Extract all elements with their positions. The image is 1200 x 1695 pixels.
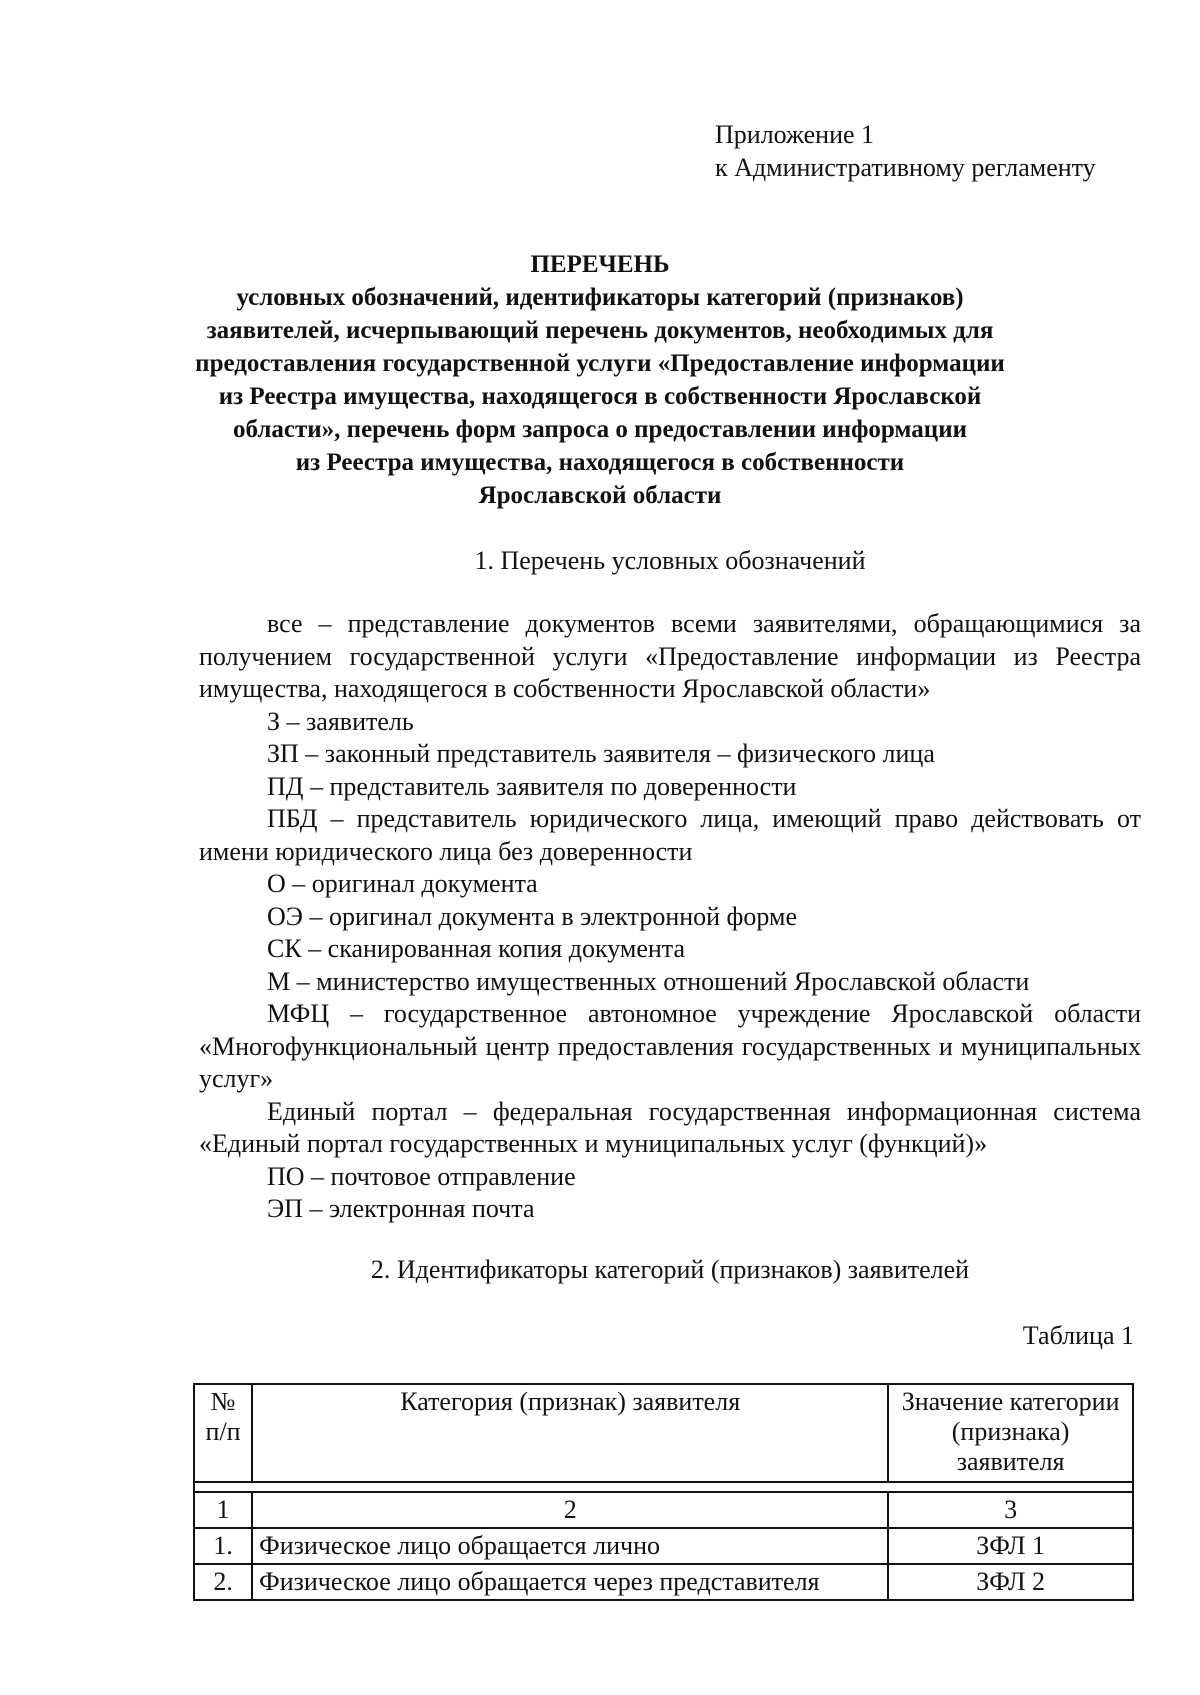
heading-line: заявителей, исчерпывающий перечень документов, необходимых для xyxy=(206,317,994,344)
row-num: 2. xyxy=(194,1564,252,1600)
definition-item: ПО – почтовое отправление xyxy=(267,1161,576,1191)
appendix-note xyxy=(715,118,1096,184)
definition-item: ПД – представитель заявителя по доверенности xyxy=(267,771,797,801)
row-value: ЗФЛ 1 xyxy=(888,1528,1133,1564)
row-category: Физическое лицо обращается через представителя xyxy=(252,1564,888,1600)
section-2-title: 2. Идентификаторы категорий (признаков) заявителей xyxy=(370,1255,970,1284)
table-row xyxy=(194,1564,1133,1600)
index-cell: 2 xyxy=(252,1492,888,1528)
appendix-line-2: к Административному регламенту xyxy=(715,153,1096,182)
definitions-list xyxy=(199,608,1141,1226)
row-num: 1. xyxy=(194,1528,252,1564)
header-num: № п/п xyxy=(194,1384,252,1482)
definition-item: ЗП – законный представитель заявителя – физического лица xyxy=(267,739,935,768)
definition-item: МФЦ – государственное автономное учреждение Ярославской области «Многофункциональный центр предоставления государственных и муниципальных услуг» xyxy=(199,999,1141,1093)
document-heading xyxy=(150,248,1050,512)
heading-line: предоставления государственной услуги «Предоставление информации xyxy=(195,350,1005,377)
row-value: ЗФЛ 2 xyxy=(888,1564,1133,1600)
section-1-title: 1. Перечень условных обозначений xyxy=(474,546,866,575)
applicant-categories-table xyxy=(193,1383,1134,1601)
header-value: Значение категории (признака) заявителя xyxy=(888,1384,1133,1482)
header-category: Категория (признак) заявителя xyxy=(252,1384,888,1482)
table-header-row xyxy=(194,1384,1133,1482)
index-cell: 1 xyxy=(194,1492,252,1528)
heading-line: условных обозначений, идентификаторы категорий (признаков) xyxy=(236,284,964,311)
row-category: Физическое лицо обращается лично xyxy=(252,1528,888,1564)
definition-item: О – оригинал документа xyxy=(267,869,538,898)
definition-item: ЭП – электронная почта xyxy=(267,1194,535,1223)
heading-title: ПЕРЕЧЕНЬ xyxy=(530,251,670,278)
heading-line: из Реестра имущества, находящегося в собственности Ярославской xyxy=(218,383,982,410)
index-cell: 3 xyxy=(888,1492,1133,1528)
definition-item: З – заявитель xyxy=(267,706,414,736)
table-label: Таблица 1 xyxy=(1022,1321,1134,1350)
heading-line: Ярославской области xyxy=(478,482,722,509)
definition-item: все – представление документов всеми заявителями, обращающимися за получением государственной услуги «Предоставление информации из Реестра имущества, находящегося в собственности Ярославской области» xyxy=(199,609,1141,703)
table-row xyxy=(194,1528,1133,1564)
definition-item: Единый портал – федеральная государственная информационная система «Единый портал государственных и муниципальных услуг (функций)» xyxy=(199,1096,1141,1158)
table-spacer xyxy=(194,1482,1133,1492)
definition-item: М – министерство имущественных отношений Ярославской области xyxy=(267,966,1030,996)
heading-line: области», перечень форм запроса о предоставлении информации xyxy=(232,416,968,443)
definition-item: ОЭ – оригинал документа в электронной форме xyxy=(267,901,798,931)
heading-line: из Реестра имущества, находящегося в собственности xyxy=(295,449,905,476)
definition-item: ПБД – представитель юридического лица, имеющий право действовать от имени юридического лица без доверенности xyxy=(199,804,1141,866)
definition-item: СК – сканированная копия документа xyxy=(267,934,686,963)
appendix-line-1: Приложение 1 xyxy=(715,120,875,149)
table-index-row xyxy=(194,1492,1133,1528)
